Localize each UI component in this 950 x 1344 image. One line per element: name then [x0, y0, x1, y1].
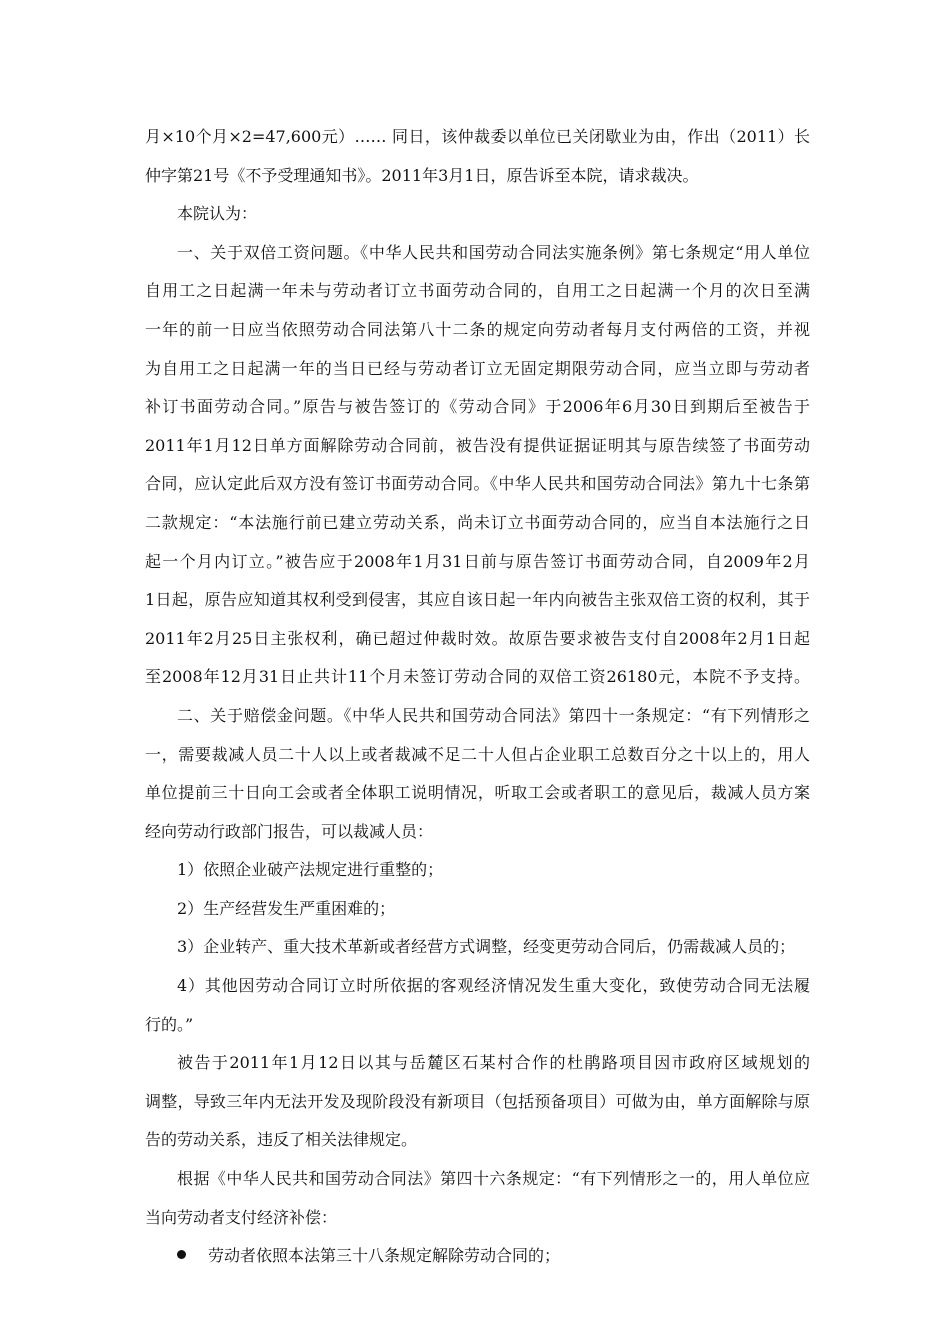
text-line-content: 调整，导致三年内无法开发及现阶段没有新项目（包括预备项目）可做为由，单方面解除与原 [145, 1091, 810, 1111]
text-line [145, 774, 810, 813]
text-line-content: 起一个月内订立。”被告应于2008年1月31日前与原告签订书面劳动合同，自2009年2月 [145, 551, 810, 571]
text-line-content: 单位提前三十日向工会或者全体职工说明情况，听取工会或者职工的意见后，裁减人员方案 [145, 783, 810, 803]
text-line [145, 465, 810, 504]
text-line [145, 697, 810, 736]
text-line-content: 4）其他因劳动合同订立时所依据的客观经济情况发生重大变化，致使劳动合同无法履 [177, 976, 810, 996]
bullet-item-text: 劳动者依照本法第三十八条规定解除劳动合同的； [208, 1246, 561, 1266]
text-line [145, 851, 810, 890]
text-line-content: 一、关于双倍工资问题。《中华人民共和国劳动合同法实施条例》第七条规定“用人单位 [177, 242, 810, 262]
text-line [145, 1121, 810, 1160]
text-line [145, 620, 810, 659]
text-line [145, 350, 810, 389]
text-line [145, 157, 810, 196]
text-line [145, 581, 810, 620]
text-line [145, 1160, 810, 1199]
text-line-content: 2）生产经营发生严重困难的； [177, 898, 396, 918]
text-line [145, 1044, 810, 1083]
text-line-content: 被告于2011年1月12日以其与岳麓区石某村合作的杜鹃路项目因市政府区域规划的 [177, 1053, 810, 1073]
text-line-content: 2011年1月12日单方面解除劳动合同前，被告没有提供证据证明其与原告续签了书面劳动 [145, 435, 810, 455]
text-line [145, 890, 810, 929]
document-body [145, 118, 810, 1276]
text-line-content: 3）企业转产、重大技术革新或者经营方式调整，经变更劳动合同后，仍需裁减人员的； [177, 937, 796, 957]
text-line-content: 至2008年12月31日止共计11个月未签订劳动合同的双倍工资26180元，本院不予支持。 [145, 667, 810, 687]
text-line [145, 195, 810, 234]
text-line-content: 本院认为： [177, 204, 258, 224]
text-line [145, 543, 810, 582]
text-line-content: 2011年2月25日主张权利，确已超过仲裁时效。故原告要求被告支付自2008年2月1日起 [145, 628, 810, 648]
text-line-content: 当向劳动者支付经济补偿： [145, 1207, 338, 1227]
text-line [145, 427, 810, 466]
text-line-content: 一年的前一日应当依照劳动合同法第八十二条的规定向劳动者每月支付两倍的工资，并视 [145, 319, 810, 339]
bullet-list-item [145, 1237, 810, 1276]
text-line [145, 504, 810, 543]
text-line [145, 234, 810, 273]
text-line-content: 告的劳动关系，违反了相关法律规定。 [145, 1130, 418, 1150]
text-line [145, 118, 810, 157]
text-line [145, 388, 810, 427]
text-line [145, 658, 810, 697]
text-line [145, 736, 810, 775]
text-line-content: 月×10个月×2=47,600元）…… 同日，该仲裁委以单位已关闭歇业为由，作出（2011）长 [145, 127, 810, 146]
text-line [145, 813, 810, 852]
text-line [145, 967, 810, 1006]
text-line-content: 二、关于赔偿金问题。《中华人民共和国劳动合同法》第四十一条规定：“有下列情形之 [177, 705, 810, 725]
text-line [145, 1083, 810, 1122]
text-line-content: 为自用工之日起满一年的当日已经与劳动者订立无固定期限劳动合同，应当立即与劳动者 [145, 358, 810, 378]
text-line-content: 根据《中华人民共和国劳动合同法》第四十六条规定：“有下列情形之一的，用人单位应 [177, 1169, 810, 1189]
text-line-content: 经向劳动行政部门报告，可以裁减人员： [145, 821, 434, 841]
text-line-content: 1日起，原告应知道其权利受到侵害，其应自该日起一年内向被告主张双倍工资的权利，其于 [145, 590, 810, 610]
text-line-content: 二款规定：“本法施行前已建立劳动关系，尚未订立书面劳动合同的，应当自本法施行之日 [145, 512, 810, 532]
text-line-content: 仲字第21号《不予受理通知书》。2011年3月1日，原告诉至本院，请求裁决。 [145, 165, 699, 185]
text-line-content: 自用工之日起满一年未与劳动者订立书面劳动合同的，自用工之日起满一个月的次日至满 [145, 281, 810, 301]
text-line-content: 行的。” [145, 1014, 194, 1034]
text-line-content: 1）依照企业破产法规定进行重整的； [177, 860, 444, 880]
text-line-content: 补订书面劳动合同。”原告与被告签订的《劳动合同》于2006年6月30日到期后至被告于 [145, 397, 810, 417]
text-line [145, 272, 810, 311]
bullet-icon [177, 1250, 186, 1259]
text-line [145, 311, 810, 350]
text-line-content: 一，需要裁减人员二十人以上或者裁减不足二十人但占企业职工总数百分之十以上的，用人 [145, 744, 810, 764]
text-line [145, 928, 810, 967]
text-line-content: 合同，应认定此后双方没有签订书面劳动合同。《中华人民共和国劳动合同法》第九十七条第 [145, 474, 810, 494]
text-line [145, 1006, 810, 1045]
text-line [145, 1199, 810, 1238]
